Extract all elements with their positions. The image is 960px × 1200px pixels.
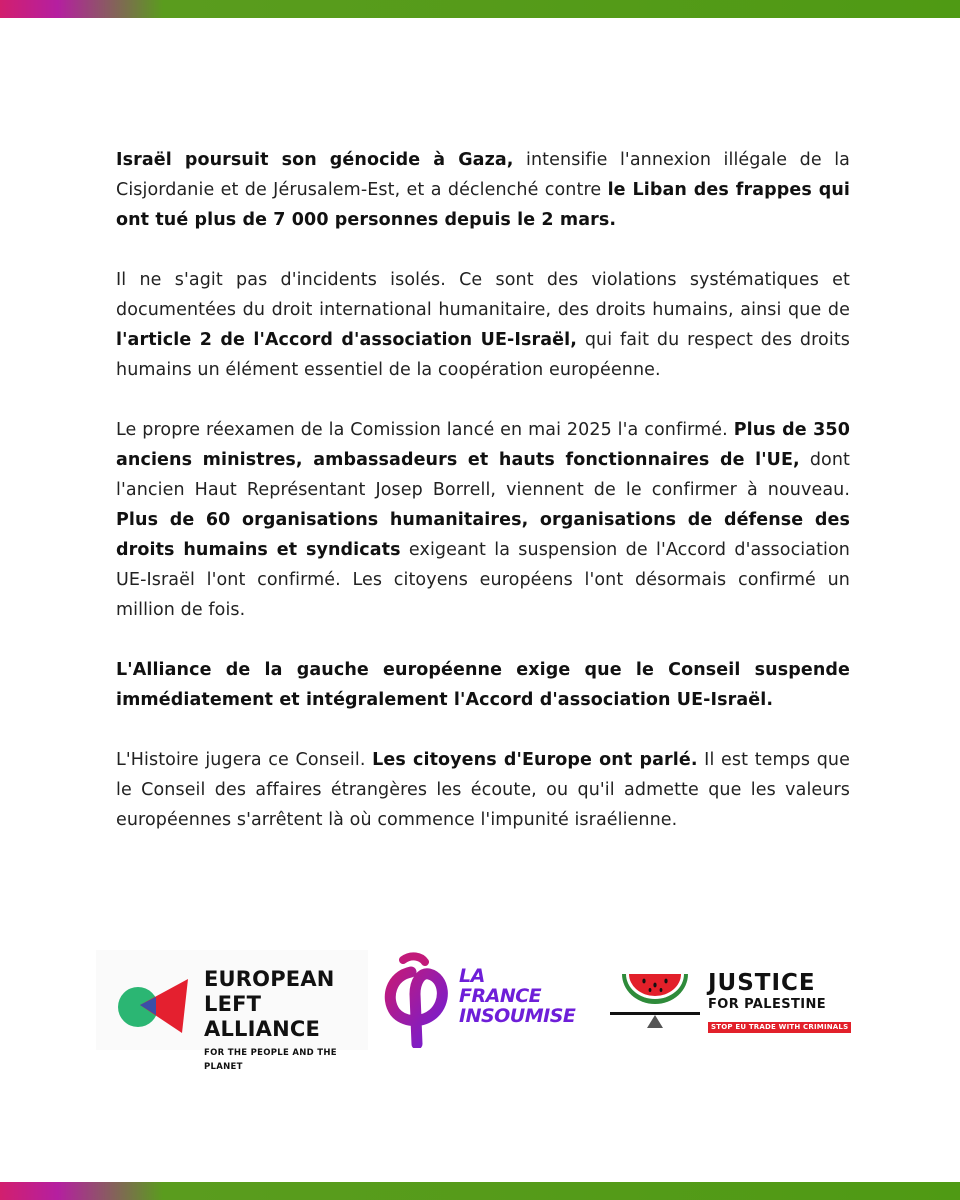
european-left-alliance-logo xyxy=(96,950,368,1072)
jfp-name-line1: JUSTICE xyxy=(708,970,816,996)
bold-text: Plus de 60 organisations humanitaires, organisations de défense des droits humains et syndicats xyxy=(116,510,850,560)
body-text: intensifie l'annexion illégale de la Cisjordanie et de Jérusalem-Est, et a déclenché contre xyxy=(116,150,850,200)
top-color-band xyxy=(0,0,960,18)
body-text: dont l'ancien Haut Représentant Josep Borrell, viennent de le confirmer à nouveau. xyxy=(116,450,850,500)
jfp-name-line2: FOR PALESTINE xyxy=(708,997,827,1012)
phi-icon xyxy=(381,952,455,1048)
justice-for-palestine-logo xyxy=(610,950,856,1050)
body-text: Le propre réexamen de la Comission lancé en mai 2025 l'a confirmé. xyxy=(116,420,734,440)
body-text: qui fait du respect des droits humains un élément essentiel de la coopération européenne. xyxy=(116,330,851,380)
lfi-name-line3: INSOUMISE xyxy=(459,1005,576,1027)
lfi-name-line1: LA xyxy=(459,965,485,987)
body-text: Il est temps que le Conseil des affaires étrangères les écoute, ou qu'il admette que les valeurs européennes s'arrêtent là où commence l'impunité israélienne. xyxy=(116,750,850,830)
body-text: L'Histoire jugera ce Conseil. xyxy=(116,750,373,770)
ela-tagline: FOR THE PEOPLE AND THE PLANET xyxy=(204,1048,337,1072)
bold-text: le Liban des frappes qui ont tué plus de 7 000 personnes depuis le 2 mars. xyxy=(116,180,850,230)
bold-text: Plus de 350 anciens ministres, ambassadeurs et hauts fonctionnaires de l'UE, xyxy=(116,420,850,470)
paragraph-5 xyxy=(116,745,850,835)
logo-row xyxy=(96,950,856,1072)
lfi-name-line2: FRANCE xyxy=(459,985,542,1007)
jfp-tagline: STOP EU TRADE WITH CRIMINALS xyxy=(708,1022,851,1033)
paragraph-1 xyxy=(116,145,850,235)
ela-name-line2: LEFT ALLIANCE xyxy=(204,992,321,1041)
bold-text: l'article 2 de l'Accord d'association UE-Israël, xyxy=(116,330,577,350)
ela-circle-triangle-icon xyxy=(116,965,196,1035)
ela-name-line1: EUROPEAN xyxy=(204,967,335,991)
bottom-color-band xyxy=(0,1182,960,1200)
body-text: Il ne s'agit pas d'incidents isolés. Ce sont des violations systématiques et documentées du droit international humanitaire, des droits humains, ainsi que de xyxy=(116,270,850,320)
la-france-insoumise-logo xyxy=(381,950,581,1050)
body-text: exigeant la suspension de l'Accord d'association UE-Israël l'ont confirmé. Les citoyens européens l'ont désormais confirmé un million de fois. xyxy=(116,540,850,620)
statement-body xyxy=(116,145,850,865)
bold-text: L'Alliance de la gauche européenne exige que le Conseil suspende immédiatement et intégralement l'Accord d'association UE-Israël. xyxy=(116,660,850,710)
bold-text: Israël poursuit son génocide à Gaza, xyxy=(116,150,514,170)
watermelon-scale-icon xyxy=(610,970,700,1034)
paragraph-4 xyxy=(116,655,850,715)
paragraph-3 xyxy=(116,415,850,625)
paragraph-2 xyxy=(116,265,850,385)
bold-text: Les citoyens d'Europe ont parlé. xyxy=(372,750,698,770)
